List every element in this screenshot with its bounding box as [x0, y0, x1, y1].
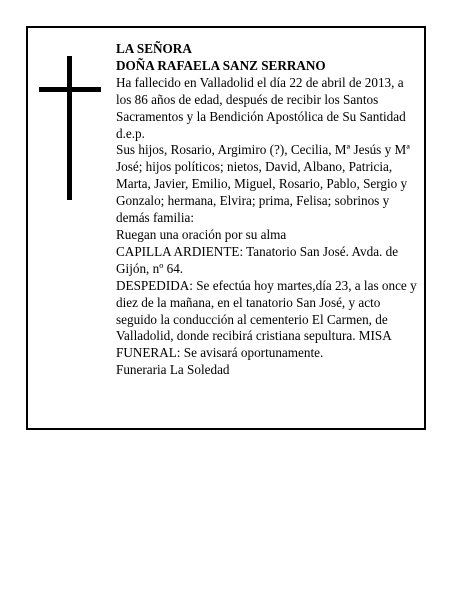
cross-vertical-bar	[67, 56, 72, 200]
death-announcement: Ha fallecido en Valladolid el día 22 de abril de 2013, a los 86 años de edad, después de recibir los Santos Sacramentos y la Bendición Apostólica de Su Santidad d.e.p.	[116, 74, 406, 141]
deceased-name: DOÑA RAFAELA SANZ SERRANO	[116, 57, 326, 73]
cross-horizontal-bar	[39, 87, 101, 92]
notice-heading: LA SEÑORA	[116, 41, 192, 56]
cross-icon	[39, 56, 101, 200]
chapel-info: CAPILLA ARDIENTE: Tanatorio San José. Avda. de Gijón, nº 64.	[116, 243, 399, 276]
obituary-text	[116, 41, 422, 379]
funeral-home: Funeraria La Soledad	[116, 362, 230, 378]
prayer-request: Ruegan una oración por su alma	[116, 226, 287, 242]
obituary-notice	[26, 26, 426, 430]
family-list: Sus hijos, Rosario, Argimiro (?), Cecilia, Mª Jesús y Mª José; hijos políticos; nietos, David, Albano, Patricia, Marta, Javier, Emilio, Miguel, Rosario, Pablo, Sergio y Gonzalo; hermana, Elvira; prima, Felisa; sobrinos y demás familia:	[116, 142, 410, 226]
farewell-info: DESPEDIDA: Se efectúa hoy martes,día 23, a las once y diez de la mañana, en el tanatorio San José, y acto seguido la conducción al cementerio El Carmen, de Valladolid, donde recibirá cristiana sepultura. MISA FUNERAL: Se avisará oportunamente.	[116, 277, 417, 361]
